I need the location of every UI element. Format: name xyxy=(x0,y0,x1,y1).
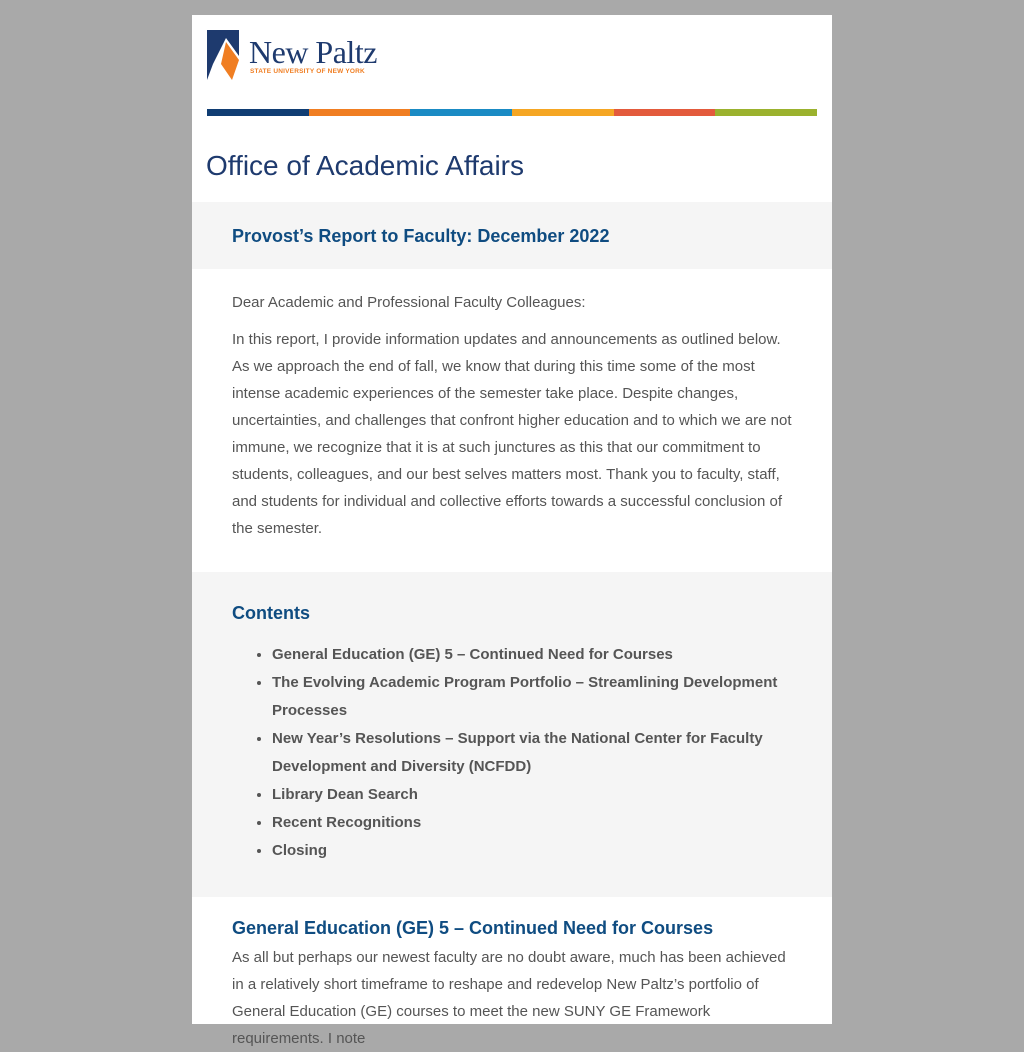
ge-section-title: General Education (GE) 5 – Continued Need for Courses xyxy=(232,918,714,938)
email-page xyxy=(192,15,832,1047)
logo-wordmark: New Paltz xyxy=(249,34,377,70)
contents-item[interactable]: • New Year’s Resolutions – Support via the National Center for Faculty Development and Diversity (NCFDD) xyxy=(272,725,792,781)
contents-item[interactable]: • General Education (GE) 5 – Continued Need for Courses xyxy=(272,641,792,669)
stripe-segment xyxy=(512,109,614,116)
contents-item[interactable]: • Closing xyxy=(272,837,792,865)
office-title: Office of Academic Affairs xyxy=(206,150,525,181)
stripe-segment xyxy=(410,109,512,116)
report-header-band xyxy=(192,202,832,269)
new-paltz-logo[interactable] xyxy=(207,30,387,80)
report-title: Provost’s Report to Faculty: December 2022 xyxy=(232,226,610,246)
contents-title: Contents xyxy=(232,603,310,623)
contents-list xyxy=(232,641,792,865)
contents-item[interactable]: • Library Dean Search xyxy=(272,781,792,809)
logo-subtitle: STATE UNIVERSITY OF NEW YORK xyxy=(250,68,365,75)
contents-item[interactable]: • Recent Recognitions xyxy=(272,809,792,837)
intro-paragraph: In this report, I provide information updates and announcements as outlined below. As we approach the end of fall, we know that during this time some of the most intense academic experiences of the semester take place. Despite changes, uncertainties, and challenges that confront higher education and to which we are not immune, we recognize that it is at such junctures as this that our commitment to students, colleagues, and our best selves matters most. Thank you to faculty, staff, and students for individual and collective efforts towards a successful conclusion of the semester. xyxy=(232,331,792,537)
new-paltz-logo-icon xyxy=(207,30,241,80)
stripe-segment xyxy=(614,109,716,116)
salutation: Dear Academic and Professional Faculty Colleagues: xyxy=(232,294,586,311)
ge-section-paragraph: As all but perhaps our newest faculty are no doubt aware, much has been achieved in a relatively short timeframe to reshape and redevelop New Paltz’s portfolio of General Education (GE) courses to meet the new SUNY GE Framework requirements. I note xyxy=(232,949,786,1047)
color-stripe-divider xyxy=(207,109,817,116)
stripe-segment xyxy=(207,109,309,116)
stripe-segment xyxy=(715,109,817,116)
contents-section xyxy=(192,572,832,897)
stripe-segment xyxy=(309,109,411,116)
contents-item[interactable]: • The Evolving Academic Program Portfolio – Streamlining Development Processes xyxy=(272,669,792,725)
